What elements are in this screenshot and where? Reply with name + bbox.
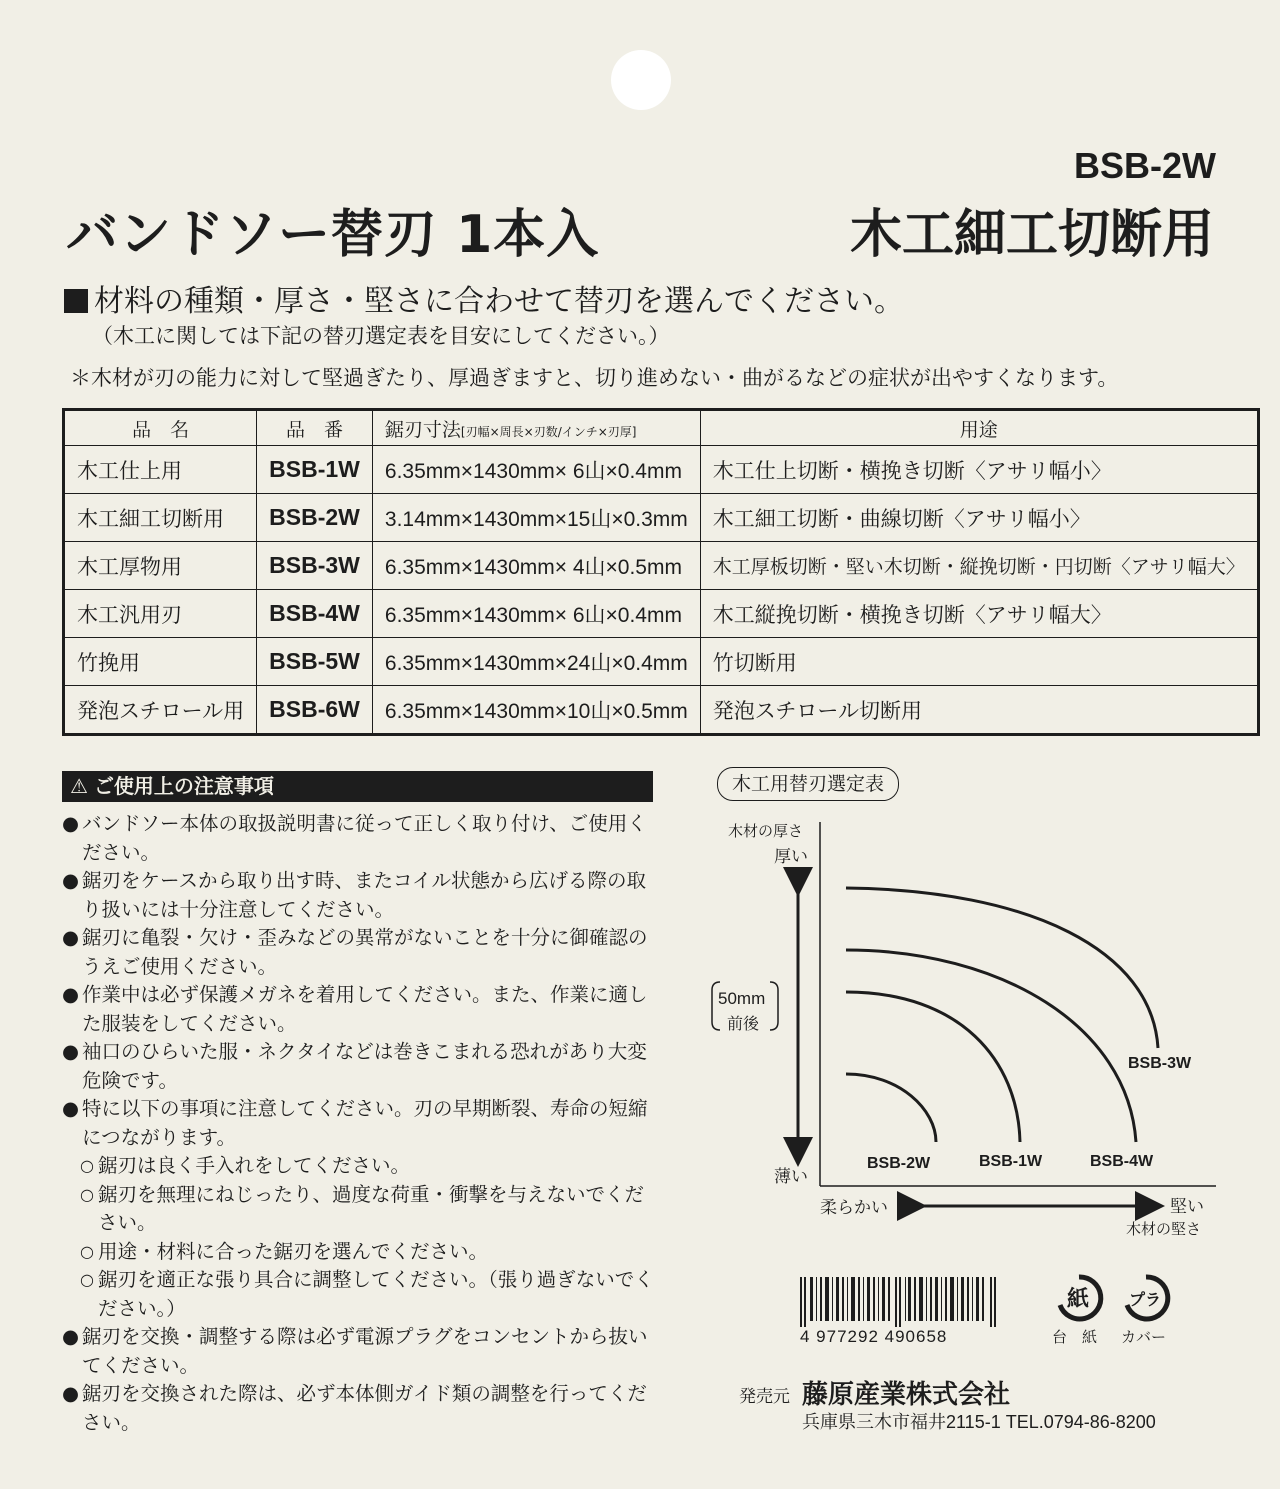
- lead-text: [64, 276, 904, 320]
- sub-list-item: [62, 1266, 662, 1323]
- list-item-text: 鋸刃に亀裂・欠け・歪みなどの異常がないことを十分に御確認のうえご使用ください。: [82, 926, 648, 978]
- bullet-icon: ●: [62, 869, 80, 892]
- paper-recycle-icon: [1053, 1272, 1105, 1324]
- bullet-icon: ●: [62, 1040, 80, 1063]
- cell-size: 6.35mm×1430mm× 6山×0.4mm: [372, 446, 700, 494]
- lead-sub: （木工に関しては下記の替刃選定表を目安にしてください。）: [92, 324, 670, 348]
- sub-list-item-text: 鋸刃を適正な張り具合に調整してください。（張り過ぎないでください。）: [98, 1268, 654, 1320]
- circle-bullet-icon: ○: [80, 1270, 94, 1289]
- table-header-row: [64, 410, 1259, 446]
- sub-list-item-text: 鋸刃は良く手入れをしてください。: [98, 1154, 411, 1177]
- paper-recycle-mark: 紙: [1067, 1287, 1090, 1312]
- curve-label-bsb-1w: BSB-1W: [979, 1153, 1043, 1170]
- bullet-icon: ●: [62, 812, 80, 835]
- table-row: [64, 542, 1259, 590]
- cell-name: 木工仕上用: [64, 446, 257, 494]
- bullet-icon: ●: [62, 983, 80, 1006]
- caution-heading: [62, 771, 653, 802]
- curve-bsb-3w: [846, 888, 1158, 1048]
- header-size-note: [刃幅×周長×刃数/インチ×刃厚]: [460, 424, 637, 439]
- cell-size: 6.35mm×1430mm× 6山×0.4mm: [372, 590, 700, 638]
- cell-use: 発泡スチロール切断用: [700, 686, 1258, 735]
- bullet-icon: ●: [62, 1097, 80, 1120]
- cell-size: 6.35mm×1430mm×24山×0.4mm: [372, 638, 700, 686]
- model-number: BSB-2W: [1074, 145, 1216, 186]
- table-row: [64, 494, 1259, 542]
- cell-code: BSB-1W: [257, 446, 373, 494]
- cell-code: BSB-5W: [257, 638, 373, 686]
- cell-name: 木工厚物用: [64, 542, 257, 590]
- bullet-icon: ●: [62, 1325, 80, 1348]
- cell-use: 木工細工切断・曲線切断〈アサリ幅小〉: [700, 494, 1258, 542]
- x-axis-high: 堅い: [1170, 1197, 1204, 1217]
- cell-name: 竹挽用: [64, 638, 257, 686]
- list-item-text: 鋸刃を交換・調整する際は必ず電源プラグをコンセントから抜いてください。: [82, 1325, 648, 1377]
- header-use: 用途: [700, 410, 1258, 446]
- header-size-label: 鋸刃寸法: [384, 418, 461, 441]
- sub-list-item-text: 用途・材料に合った鋸刃を選んでください。: [98, 1239, 489, 1263]
- maker-name: 藤原産業株式会社: [802, 1380, 1011, 1410]
- cell-size: 3.14mm×1430mm×15山×0.3mm: [372, 494, 700, 542]
- y-axis-high: 厚い: [774, 847, 808, 867]
- sub-list-item: [62, 1152, 662, 1181]
- plastic-recycle-icon: [1120, 1272, 1172, 1324]
- y-axis-mid-sub: 前後: [727, 1014, 760, 1033]
- cell-use: 木工仕上切断・横挽き切断〈アサリ幅小〉: [700, 446, 1258, 494]
- warning-icon: ⚠: [70, 774, 88, 798]
- list-item-text: 鋸刃をケースから取り出す時、またコイル状態から広げる際の取り扱いには十分注意してください。: [82, 869, 646, 921]
- cell-code: BSB-6W: [257, 686, 373, 735]
- sub-list-item: [62, 1181, 662, 1238]
- cell-name: 木工汎用刃: [64, 590, 257, 638]
- paper-recycle-label: 台 紙: [1052, 1328, 1098, 1346]
- y-axis-title: 木材の厚さ: [728, 822, 804, 840]
- sub-list-item-text: 鋸刃を無理にねじったり、過度な荷重・衝撃を与えないでください。: [98, 1182, 645, 1234]
- lead-note: ＊木材が刃の能力に対して堅過ぎたり、厚過ぎますと、切り進めない・曲がるなどの症状が出やすくなります。: [70, 366, 1119, 390]
- table-row: [64, 590, 1259, 638]
- sub-list-item: [62, 1238, 662, 1267]
- bullet-icon: ●: [62, 926, 80, 949]
- list-item: [62, 1380, 662, 1437]
- curve-label-bsb-2w: BSB-2W: [867, 1155, 931, 1172]
- cell-size: 6.35mm×1430mm× 4山×0.5mm: [372, 542, 700, 590]
- circle-bullet-icon: ○: [80, 1184, 94, 1204]
- curve-bsb-1w: [846, 992, 1020, 1142]
- barcode-number: 4 977292 490658: [800, 1327, 948, 1346]
- hang-hole: [611, 50, 671, 110]
- cell-code: BSB-4W: [257, 590, 373, 638]
- blade-selector-chart: [700, 810, 1230, 1250]
- table-row: [64, 686, 1259, 735]
- cell-code: BSB-3W: [257, 542, 373, 590]
- x-axis-title: 木材の堅さ: [1126, 1220, 1202, 1238]
- list-item-text: 作業中は必ず保護メガネを着用してください。また、作業に適した服装をしてください。: [82, 983, 648, 1035]
- cell-use: 木工厚板切断・堅い木切断・縦挽切断・円切断〈アサリ幅大〉: [700, 542, 1258, 590]
- product-subtitle: 木工細工切断用: [849, 205, 1214, 265]
- y-axis-mid-value: 50mm: [718, 989, 766, 1008]
- cell-use: 竹切断用: [700, 638, 1258, 686]
- list-item: [62, 867, 662, 924]
- square-bullet-icon: [64, 289, 88, 313]
- cell-use: 木工縦挽切断・横挽き切断〈アサリ幅大〉: [700, 590, 1258, 638]
- caution-heading-label: ご使用上の注意事項: [93, 774, 274, 798]
- product-title: バンドソー替刃 1本入: [66, 205, 600, 265]
- circle-bullet-icon: ○: [80, 1156, 94, 1175]
- header-code: 品 番: [257, 410, 373, 446]
- list-item-text: 鋸刃を交換された際は、必ず本体側ガイド類の調整を行ってください。: [82, 1382, 647, 1434]
- y-axis-low: 薄い: [774, 1167, 808, 1187]
- plastic-recycle-mark: プラ: [1129, 1290, 1162, 1309]
- lead-main: 材料の種類・厚さ・堅さに合わせて替刃を選んでください。: [94, 284, 904, 319]
- list-item: [62, 981, 662, 1038]
- header-name: 品 名: [64, 410, 257, 446]
- x-axis-low: 柔らかい: [820, 1198, 888, 1218]
- maker-prefix: 発売元: [739, 1387, 790, 1407]
- list-item-text: バンドソー本体の取扱説明書に従って正しく取り付け、ご使用ください。: [82, 812, 647, 864]
- selector-chart-label: 木工用替刃選定表: [717, 767, 899, 801]
- list-item: [62, 924, 662, 981]
- list-item-text: 袖口のひらいた服・ネクタイなどは巻きこまれる恐れがあり大変危険です。: [82, 1040, 647, 1092]
- table-row: [64, 446, 1259, 494]
- curve-bsb-2w: [846, 1074, 936, 1142]
- barcode: [798, 1277, 1008, 1327]
- list-item: [62, 810, 662, 867]
- cell-code: BSB-2W: [257, 494, 373, 542]
- circle-bullet-icon: ○: [80, 1241, 94, 1261]
- list-item: [62, 1038, 662, 1095]
- table-row: [64, 638, 1259, 686]
- bullet-icon: ●: [62, 1382, 80, 1405]
- list-item: [62, 1095, 662, 1152]
- curve-bsb-4w: [846, 950, 1136, 1142]
- list-item-text: 特に以下の事項に注意してください。刃の早期断裂、寿命の短縮につながります。: [82, 1097, 648, 1149]
- header-size: [372, 410, 700, 446]
- curve-label-bsb-4w: BSB-4W: [1090, 1153, 1154, 1170]
- cell-size: 6.35mm×1430mm×10山×0.5mm: [372, 686, 700, 735]
- mid-bracket-right: [770, 982, 778, 1030]
- cell-name: 木工細工切断用: [64, 494, 257, 542]
- curve-label-bsb-3w: BSB-3W: [1128, 1055, 1192, 1072]
- caution-list: [62, 810, 662, 1437]
- cell-name: 発泡スチロール用: [64, 686, 257, 735]
- plastic-recycle-label: カバー: [1121, 1328, 1167, 1346]
- blade-spec-table: [62, 408, 1260, 736]
- maker-address: 兵庫県三木市福井2115-1 TEL.0794-86-8200: [802, 1412, 1156, 1432]
- list-item: [62, 1323, 662, 1380]
